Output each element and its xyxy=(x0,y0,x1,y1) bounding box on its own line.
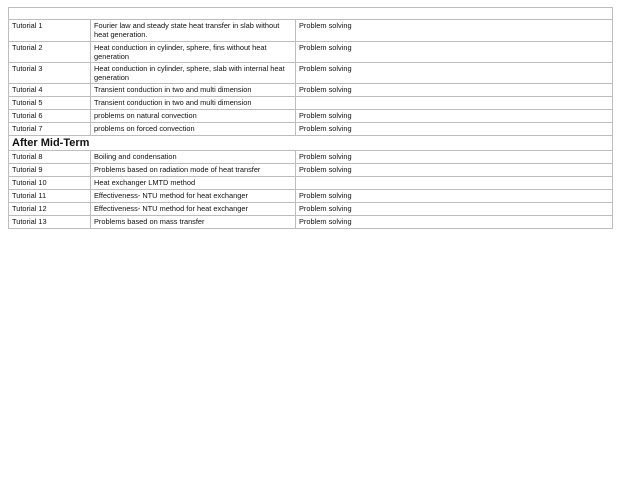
topic-cell: Fourier law and steady state heat transfer in slab without heat generation. xyxy=(91,20,296,42)
tutorial-cell: Tutorial 2 xyxy=(9,42,91,63)
type-cell: Problem solving xyxy=(296,20,613,42)
table-row xyxy=(9,84,613,97)
tutorial-cell: Tutorial 7 xyxy=(9,123,91,136)
type-cell xyxy=(296,177,613,190)
table-row xyxy=(9,203,613,216)
type-cell: Problem solving xyxy=(296,164,613,177)
topic-cell: Boiling and condensation xyxy=(91,151,296,164)
topic-cell: problems on forced convection xyxy=(91,123,296,136)
table-row xyxy=(9,97,613,110)
tutorial-cell: Tutorial 4 xyxy=(9,84,91,97)
table-row xyxy=(9,216,613,229)
topic-cell: Heat exchanger LMTD method xyxy=(91,177,296,190)
tutorial-cell: Tutorial 10 xyxy=(9,177,91,190)
tutorial-cell: Tutorial 5 xyxy=(9,97,91,110)
table-row xyxy=(9,190,613,203)
tutorial-cell: Tutorial 3 xyxy=(9,63,91,84)
topic-cell: Effectiveness- NTU method for heat exchanger xyxy=(91,190,296,203)
table-row xyxy=(9,151,613,164)
table-row xyxy=(9,63,613,84)
type-cell: Problem solving xyxy=(296,151,613,164)
type-cell: Problem solving xyxy=(296,63,613,84)
type-cell xyxy=(296,97,613,110)
topic-cell: Problems based on radiation mode of heat transfer xyxy=(91,164,296,177)
tutorial-cell: Tutorial 8 xyxy=(9,151,91,164)
type-cell: Problem solving xyxy=(296,190,613,203)
topic-cell: Heat conduction in cylinder, sphere, fins without heat generation xyxy=(91,42,296,63)
topic-cell: Problems based on mass transfer xyxy=(91,216,296,229)
tutorial-cell: Tutorial 9 xyxy=(9,164,91,177)
topic-cell: Heat conduction in cylinder, sphere, slab with internal heat generation xyxy=(91,63,296,84)
table-row xyxy=(9,123,613,136)
type-cell: Problem solving xyxy=(296,123,613,136)
topic-cell: problems on natural convection xyxy=(91,110,296,123)
type-cell: Problem solving xyxy=(296,42,613,63)
blank-header-row xyxy=(9,8,613,20)
table-row xyxy=(9,42,613,63)
table-row xyxy=(9,177,613,190)
type-cell: Problem solving xyxy=(296,216,613,229)
type-cell: Problem solving xyxy=(296,203,613,216)
tutorial-cell: Tutorial 12 xyxy=(9,203,91,216)
table-row xyxy=(9,20,613,42)
topic-cell: Transient conduction in two and multi dimension xyxy=(91,97,296,110)
table-row xyxy=(9,164,613,177)
tutorial-cell: Tutorial 6 xyxy=(9,110,91,123)
tutorial-cell: Tutorial 13 xyxy=(9,216,91,229)
section-heading: After Mid-Term xyxy=(9,136,613,151)
blank-header-cell xyxy=(9,8,613,20)
table-row xyxy=(9,110,613,123)
section-heading-row xyxy=(9,136,613,151)
tutorial-schedule-table xyxy=(8,7,613,229)
tutorial-cell: Tutorial 1 xyxy=(9,20,91,42)
type-cell: Problem solving xyxy=(296,84,613,97)
topic-cell: Effectiveness- NTU method for heat exchanger xyxy=(91,203,296,216)
tutorial-cell: Tutorial 11 xyxy=(9,190,91,203)
topic-cell: Transient conduction in two and multi dimension xyxy=(91,84,296,97)
type-cell: Problem solving xyxy=(296,110,613,123)
